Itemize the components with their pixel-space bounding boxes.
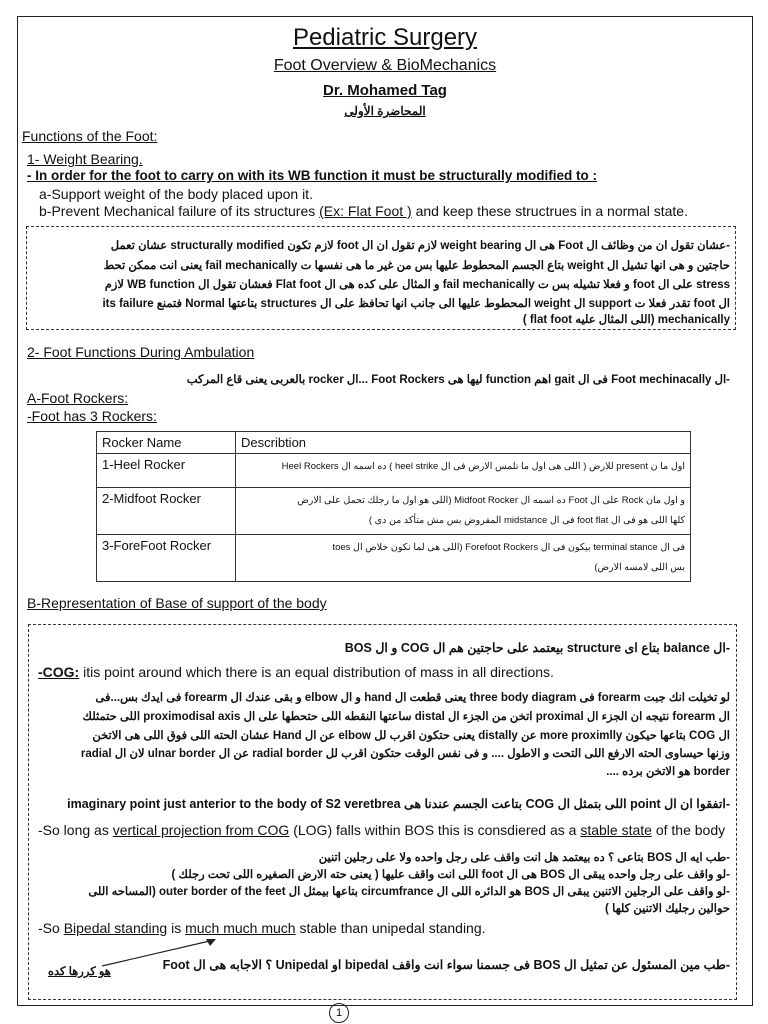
annotation-answer: هو كررها كده (48, 966, 111, 978)
weight-bearing-title: 1- Weight Bearing. (27, 151, 143, 167)
rockers-count: -Foot has 3 Rockers: (27, 408, 157, 424)
table-header-cell: Describtion (236, 432, 691, 454)
page-title: Pediatric Surgery (292, 24, 478, 51)
bos-note-line: -طب ايه ال BOS بتاعى ؟ ده بيعتمد هل انت واقف على رجل واحده ولا على رجلين اتنين (318, 852, 730, 864)
table-header-cell: Rocker Name (97, 432, 236, 454)
page-number: 1 (329, 1003, 349, 1023)
table-row (97, 488, 691, 535)
desc-line: و اول مان Rock على ال Foot ده اسمه ال Midfoot Rocker (اللى هو اول ما رجلك تحمل على الارض (297, 495, 685, 506)
rockers-heading: A-Foot Rockers: (27, 390, 129, 406)
weight-bearing-item-a: a-Support weight of the body placed upon it. (39, 186, 313, 202)
bipedal-line (38, 920, 486, 936)
bos-note-line: -لو واقف على رجل واحده يبقى ال BOS هى ال foot اللى انت واقف عليها ( يعنى حته الارض الصغيره اللى تحت رجلك ) (171, 869, 730, 881)
ambulation-note: -ال Foot mechinacally فى ال gait اهم function ليها هى Foot Rockers ...ال rocker بالعربى يعنى قاع المركب (186, 374, 730, 386)
bos-note-line: -لو واقف على الرجلين الاتنين يبقى ال BOS هو الدائره اللى ال circumfrance بتاعها بيمثل ال outer border of the feet (المساحه اللى (88, 886, 730, 898)
stable-underline: stable state (580, 822, 652, 838)
desc-line: فى ال terminal stance بيكون فى ال Forefoot Rockers (اللى هى لما نكون خلاص ال toes (332, 542, 685, 553)
rocker-name-cell: 3-ForeFoot Rocker (97, 535, 236, 582)
rocker-name-cell: 1-Heel Rocker (97, 454, 236, 488)
table-row (97, 535, 691, 582)
wb-note-line: -عشان تقول ان من وظائف ال Foot هى ال weight bearing لازم تقول ان ال foot لازم تكون structurally modified عشان تعمل (110, 240, 730, 252)
bos-note-line: حوالين رجليك الاتنين كلها ) (605, 903, 730, 915)
item-b-example: (Ex: Flat Foot ) (319, 203, 412, 219)
bipedal-text: stable than unipedal standing. (295, 920, 486, 936)
bipedal-underline: much much much (185, 920, 296, 936)
cog-note-line: border هو الاتخن برده .... (606, 766, 730, 778)
cog-label: -COG: (38, 664, 80, 680)
ambulation-title: 2- Foot Functions During Ambulation (27, 344, 255, 360)
bipedal-underline: Bipedal standing (63, 920, 168, 936)
cog-note-line: ال COG بتاعها حيكون more proximlly عن distally يعنى حتكون اقرب لل elbow عن ال Hand عشان الحته اللى فوق اللى هى الاتخن (92, 730, 730, 742)
stable-text: -So long as (38, 822, 113, 838)
stable-text: of the body (651, 822, 726, 838)
wb-note-line: mechanically (اللى المثال عليه flat foot ) (522, 314, 730, 326)
rocker-table (96, 431, 691, 582)
item-b-text: b-Prevent Mechanical failure of its structures (39, 203, 320, 219)
wb-note-line: حاجتين و هى انها تشيل ال weight بتاع الجسم المحطوط عليها بس من غير ما هى نفسها ت fail mechanically يعنى انت ممكن تحط (103, 260, 730, 272)
point-note: -اتفقوا ان ال point اللى بتمثل ال COG بتاعت الجسم عندنا هى imaginary point just anterior to the body of S2 veretbrea (67, 797, 730, 811)
cog-def-text: itis point around which there is an equal distribution of mass in all directions. (79, 664, 554, 680)
functions-heading: Functions of the Foot: (22, 128, 158, 144)
weight-bearing-intro: - In order for the foot to carry on with its WB function it must be structurally modified to : (27, 168, 597, 183)
balance-note: -ال balance بتاع اى structure بيعتمد على حاجتين هم ال COG و ال BOS (344, 641, 730, 655)
cog-note-line: لو تخيلت انك جبت forearm فى three body diagram يعنى قطعت ال hand و ال elbow و بقى عندك ال forearm فى ايدك بس...فى (95, 692, 730, 704)
stable-text: (LOG) falls within BOS this is consdiered as a (289, 822, 581, 838)
bos-question: -طب مين المسئول عن تمثيل ال BOS فى جسمنا سواء انت واقف bipedal او Unipedal ؟ الاجابه هى ال Foot (162, 958, 730, 972)
stable-state-line (38, 822, 725, 838)
desc-line: كلها اللى هو فى ال foot flat فى ال midstance المفروض بس مش متأكد من دى ) (368, 515, 685, 526)
rocker-name-cell: 2-Midfoot Rocker (97, 488, 236, 535)
item-b-tail: and keep these structrues in a normal state. (411, 203, 688, 219)
weight-bearing-item-b (39, 203, 688, 219)
desc-line: اول ما ن present للارض ( اللى هى اول ما نلمس الارض فى ال heel strike ) ده اسمه ال Heel Rockers (281, 461, 685, 472)
page-subtitle: Foot Overview & BioMechanics (273, 57, 497, 74)
wb-note-line: ال foot تقدر فعلا ت support ال weight المحطوط عليها الى جانب انها تحافظ على ال structures بتاعتها Normal فتمنع its failure (102, 298, 730, 310)
table-header-row (97, 432, 691, 454)
rocker-desc-cell (236, 454, 691, 488)
rocker-desc-cell (236, 488, 691, 535)
cog-definition (38, 664, 554, 680)
rocker-desc-cell (236, 535, 691, 582)
cog-note-line: وزنها حيساوى الحته الارفع اللى التحت و الاطول .... و فى نفس الوقت حتكون اقرب لل radial border عن ال ulnar border لان ال radial (80, 748, 730, 760)
author-name: Dr. Mohamed Tag (323, 82, 447, 99)
cog-note-line: ال forearm نتيجه ان الجزء ال proximal اتخن من الجزء ال distal ساعتها النقطه اللى حتحطها على ال proximodisal axis اللى حتمثلك (82, 711, 730, 723)
bipedal-text: is (167, 920, 186, 936)
bos-heading: B-Representation of Base of support of the body (27, 595, 327, 611)
table-row (97, 454, 691, 488)
desc-line: بس اللى لامسه الارض) (594, 562, 685, 573)
bipedal-text: -So (38, 920, 64, 936)
stable-underline: vertical projection from COG (112, 822, 290, 838)
wb-note-line: stress على ال foot و فعلا تشيله بس ت fail mechanically و المثال على كده هى ال Flat foot فعشان تقول ال WB function لازم (104, 279, 730, 291)
lecture-label: المحاضرة الأولى (344, 104, 426, 118)
